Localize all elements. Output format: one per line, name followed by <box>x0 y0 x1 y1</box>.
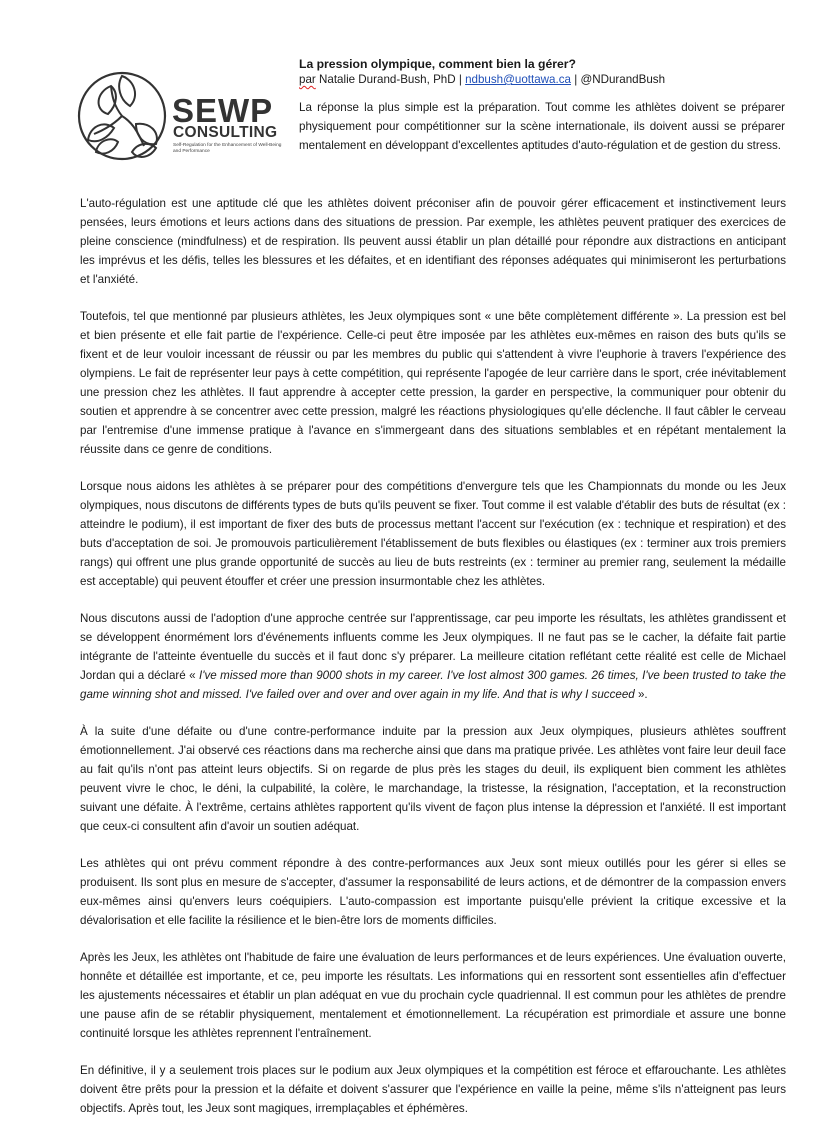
intro-paragraph: La réponse la plus simple est la préparation. Tout comme les athlètes doivent se préparer physiquement pour compétitionner sur la scène internationale, ils doivent aussi se préparer mentalement en développant d'excellentes aptitudes d'auto-régulation et de gestion du stress. <box>299 101 785 152</box>
jordan-quote: I've missed more than 9000 shots in my career. I've lost almost 300 games. 26 times, I've been trusted to take the game winning shot and missed. I've failed over and over and over again in my life. And that is why I succeed <box>80 669 786 701</box>
logo-name: SEWP <box>172 92 274 129</box>
logo-subtitle: CONSULTING <box>173 124 278 141</box>
quote-lead: Nous discutons aussi de l'adoption d'une approche centrée sur l'apprentissage, car peu importe les résultats, les athlètes grandissent et se développent énormément lors d'événements influents comme les Jeux olympiques. Il ne faut pas se le cacher, la défaite fait partie intégrante de l'atteinte éventuelle du succès et il faut donc s'y préparer. La meilleure citation reflétant cette réalité est celle de Michael Jordan qui a déclaré « <box>80 612 786 682</box>
logo-tagline: Self-Regulation for the Enhancement of Well-Being and Performance <box>173 143 282 154</box>
byline-separator: | <box>570 73 581 86</box>
byline-prefix: par <box>299 73 316 86</box>
byline-separator: | <box>455 73 466 86</box>
sewp-logo <box>74 66 284 166</box>
article-body <box>80 194 786 1136</box>
byline <box>299 72 785 88</box>
article-title: La pression olympique, comment bien la gérer? <box>299 57 576 71</box>
quote-close: ». <box>634 688 648 701</box>
twitter-handle: @NDurandBush <box>580 73 666 86</box>
body-paragraph: Les athlètes qui ont prévu comment répondre à des contre-performances aux Jeux sont mieux outillés pour les gérer si elles se produisent. Ils sont plus en mesure de s'accepter, d'assumer la responsabilité de leurs actions, et de démontrer de la compassion envers eux-mêmes ainsi qu'envers leurs coéquipiers. L'auto-compassion est importante puisqu'elle prévient la critique excessive et la dévalorisation et elle facilite la résilience et le bien-être lors de moments difficiles. <box>80 857 786 927</box>
author-name: Natalie Durand-Bush, PhD <box>319 73 456 86</box>
article-header <box>299 56 785 155</box>
body-paragraph: Après les Jeux, les athlètes ont l'habitude de faire une évaluation de leurs performances et de leurs expériences. Une évaluation ouverte, honnête et détaillée est importante, et ce, peu importe les résultats. Les informations qui en ressortent sont essentielles afin d'effectuer les ajustements nécessaires et établir un plan adéquat en vue du prochain cycle quadriennal. Il est commun pour les athlètes de prendre une pause afin de se rétablir physiquement, mentalement et émotionnellement. La récupération est primordiale et assure une bonne continuité lorsque les athlètes reprennent l'entraînement. <box>80 951 786 1040</box>
body-paragraph: Toutefois, tel que mentionné par plusieurs athlètes, les Jeux olympiques sont « une bête complètement différente ». La pression est bel et bien présente et elle fait partie de l'expérience. Celle-ci peut être imposée par les athlètes eux-mêmes en raison des buts qu'ils se fixent et de leur vouloir incessant de réussir ou par les membres du public qui s'attendent à vivre l'euphorie à travers l'expérience des olympiens. Le fait de représenter leur pays à cette compétition, qui représente l'apogée de leur carrière dans le sport, crée inévitablement une pression chez les athlètes. Il faut apprendre à accepter cette pression, la garder en perspective, la communiquer pour obtenir du soutien et apprendre à se concentrer avec cette pression, malgré les réactions physiologiques qu'elle déclenche. Il faut câbler le cerveau par l'entremise d'une immense pratique à l'avance en s'immergeant dans des situations semblables et en répétant mentalement la réussite dans ce genre de conditions. <box>80 310 786 456</box>
body-paragraph: L'auto-régulation est une aptitude clé que les athlètes doivent préconiser afin de pouvoir gérer efficacement et instinctivement leurs pensées, leurs émotions et leurs actions dans des situations de pression. Par exemple, les athlètes peuvent pratiquer des exercices de pleine conscience (mindfulness) et de respiration. Ils peuvent aussi établir un plan détaillé pour répondre aux distractions en anticipant les imprévus et les défis, telles les blessures et les défaites, et en identifiant des réponses adéquates qui minimiseront les perturbations et l'anxiété. <box>80 197 786 286</box>
body-paragraph: Lorsque nous aidons les athlètes à se préparer pour des compétitions d'envergure tels que les Championnats du monde ou les Jeux olympiques, nous discutons de différents types de buts qu'ils peuvent se fixer. Tout comme il est valable d'établir des buts de résultat (ex : atteindre le podium), il est important de fixer des buts de processus mettant l'accent sur l'exécution (ex : technique et respiration) et des buts d'acceptation de soi. Je promouvois particulièrement l'établissement de buts flexibles ou élastiques (ex : terminer aux trois premiers rangs) qui offrent une plus grande opportunité de succès au lieu de buts restreints (ex : terminer au premier rang, seulement la médaille est acceptable) qui peuvent étouffer et créer une pression insurmontable chez les athlètes. <box>80 480 786 588</box>
email-link[interactable]: ndbush@uottawa.ca <box>465 73 571 86</box>
leaf-circle-icon <box>74 66 170 166</box>
body-paragraph: À la suite d'une défaite ou d'une contre-performance induite par la pression aux Jeux olympiques, plusieurs athlètes souffrent émotionnellement. J'ai observé ces réactions dans ma recherche ainsi que dans ma pratique privée. Les athlètes vont faire leur deuil face au fait qu'ils n'ont pas atteint leurs objectifs. Si on regarde de plus près les stages du deuil, ils expliquent bien comment les athlètes peuvent vivre le choc, le déni, la culpabilité, la colère, le marchandage, la tristesse, la résignation, l'acceptation, et la reconstruction suivant une défaite. À l'extrême, certains athlètes rapportent qu'ils vivent de façon plus intense la dépression et l'anxiété. Il est important que ceux-ci consultent afin d'avoir un soutien adéquat. <box>80 725 786 833</box>
body-paragraph-quote <box>80 609 786 704</box>
body-paragraph: En définitive, il y a seulement trois places sur le podium aux Jeux olympiques et la compétition est féroce et effarouchante. Les athlètes doivent être prêts pour la pression et la défaite et doivent s'assurer que l'expérience en vaille la peine, même s'ils n'atteignent pas leurs objectifs. Après tout, les Jeux sont magiques, irremplaçables et éphémères. <box>80 1064 786 1115</box>
